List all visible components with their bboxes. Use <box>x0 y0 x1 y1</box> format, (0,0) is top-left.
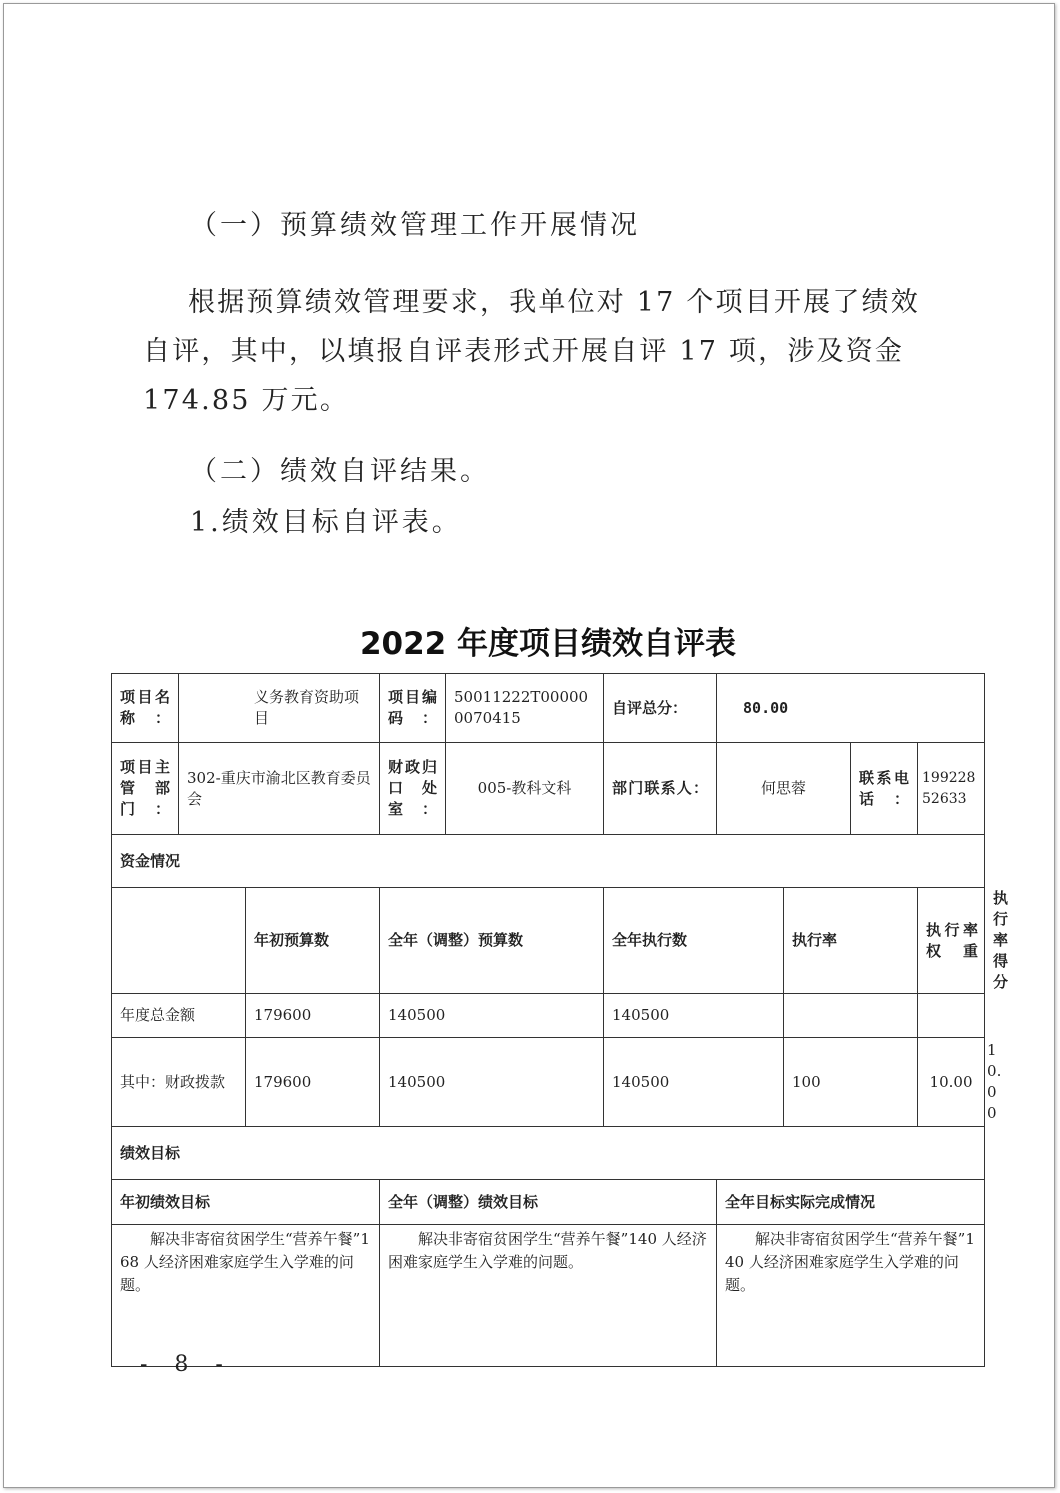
phone-label: 联系电话： <box>851 743 918 835</box>
funds-row-initial: 179600 <box>246 994 380 1038</box>
table-row <box>112 1127 985 1180</box>
project-name: 义务教育资助项目 <box>179 674 380 743</box>
funds-row-weight: 10.00 <box>918 1038 985 1127</box>
goals-header-adjusted: 全年（调整）绩效目标 <box>380 1180 717 1225</box>
project-name-label: 项目名称： <box>112 674 179 743</box>
goals-header-actual: 全年目标实际完成情况 <box>717 1180 985 1225</box>
funds-row-adjusted: 140500 <box>380 994 604 1038</box>
funds-row-adjusted: 140500 <box>380 1038 604 1127</box>
self-score-label: 自评总分： <box>604 674 717 743</box>
funds-row-executed: 140500 <box>604 994 784 1038</box>
subheading: 1.绩效目标自评表。 <box>190 507 462 538</box>
dept-label: 项目主管部门： <box>112 743 179 835</box>
page-number: - 8 - <box>140 1352 233 1377</box>
goals-section-label: 绩效目标 <box>112 1127 985 1180</box>
table-row <box>112 674 985 743</box>
funds-row-executed: 140500 <box>604 1038 784 1127</box>
section1-body <box>143 278 933 425</box>
finance-office-label: 财政归口处室： <box>380 743 446 835</box>
funds-header-rate: 执行率 <box>784 888 918 994</box>
table-row: 年初预算数 全年（调整）预算数 全年执行数 执行率 执行率权重 执行率得分 <box>112 888 985 994</box>
table-row <box>112 1180 985 1225</box>
self-evaluation-table <box>111 673 1009 1367</box>
phone: 19922852633 <box>918 743 985 835</box>
funds-header-weight-text: 执行率权重 <box>926 920 979 960</box>
funds-row-weight <box>918 994 985 1038</box>
funds-row-label: 其中：财政拨款 <box>112 1038 246 1127</box>
funds-header-weight <box>918 888 985 994</box>
contact: 何思蓉 <box>717 743 851 835</box>
table-title: 2022 年度项目绩效自评表 <box>359 626 737 662</box>
goal-adjusted-text: 解决非寄宿贫困学生“营养午餐”140 人经济困难家庭学生入学难的问题。 <box>388 1230 707 1271</box>
funds-row-rate: 100 <box>784 1038 918 1127</box>
funds-header-executed: 全年执行数 <box>604 888 784 994</box>
table-row: 其中：财政拨款 179600 140500 140500 100 10.00 10.00 <box>112 1038 985 1127</box>
section2-heading: （二）绩效自评结果。 <box>190 456 490 487</box>
self-score: 80.00 <box>717 674 985 743</box>
goal-actual <box>717 1225 985 1367</box>
section1-body-text: 根据预算绩效管理要求，我单位对 17 个项目开展了绩效自评，其中，以填报自评表形式开展自评 17 项，涉及资金 174.85 万元。 <box>143 287 920 416</box>
funds-row-initial: 179600 <box>246 1038 380 1127</box>
funds-header-empty <box>112 888 246 994</box>
goal-actual-text: 解决非寄宿贫困学生“营养午餐”140 人经济困难家庭学生入学难的问题。 <box>725 1230 975 1294</box>
project-code: 50011222T000000070415 <box>446 674 604 743</box>
goal-initial <box>112 1225 380 1367</box>
dept: 302-重庆市渝北区教育委员会 <box>179 743 380 835</box>
contact-label: 部门联系人： <box>604 743 717 835</box>
funds-header-initial: 年初预算数 <box>246 888 380 994</box>
table-row <box>112 994 985 1038</box>
goals-header-initial: 年初绩效目标 <box>112 1180 380 1225</box>
funds-header-adjusted: 全年（调整）预算数 <box>380 888 604 994</box>
finance-office: 005-教科文科 <box>446 743 604 835</box>
table-row <box>112 835 985 888</box>
goal-adjusted <box>380 1225 717 1367</box>
table-row <box>112 1225 985 1367</box>
project-code-label: 项目编码： <box>380 674 446 743</box>
funds-row-rate <box>784 994 918 1038</box>
goal-initial-text: 解决非寄宿贫困学生“营养午餐”168 人经济困难家庭学生入学难的问题。 <box>120 1230 370 1294</box>
funds-row-label: 年度总金额 <box>112 994 246 1038</box>
section1-heading: （一）预算绩效管理工作开展情况 <box>190 210 640 241</box>
funds-section-label: 资金情况 <box>112 835 985 888</box>
table-row <box>112 743 985 835</box>
